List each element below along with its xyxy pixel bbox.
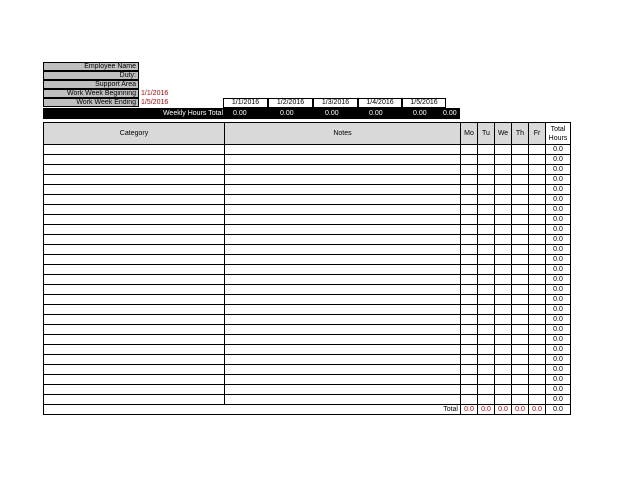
tu-cell[interactable] [478,255,495,265]
row-total-cell: 0.0 [546,385,571,395]
notes-cell[interactable] [225,345,461,355]
row-total-cell: 0.0 [546,285,571,295]
we-cell[interactable] [495,295,512,305]
fr-cell[interactable] [529,265,546,275]
fr-cell[interactable] [529,375,546,385]
th-cell[interactable] [512,265,529,275]
row-total-cell: 0.0 [546,215,571,225]
th-cell[interactable] [512,185,529,195]
mo-cell[interactable] [461,275,478,285]
th-cell[interactable] [512,275,529,285]
total-th: 0.0 [512,405,529,415]
we-cell[interactable] [495,365,512,375]
support-area-label: Support Area [43,80,139,89]
week-beginning-value[interactable]: 1/1/2016 [141,90,169,97]
week-ending-value[interactable]: 1/5/2016 [141,99,169,106]
row-total-cell: 0.0 [546,235,571,245]
total-we: 0.0 [495,405,512,415]
th-cell[interactable] [512,305,529,315]
total-hours-header-line2: Hours [548,134,568,142]
fr-cell[interactable] [529,395,546,405]
fr-cell[interactable] [529,285,546,295]
category-column-header: Category [44,123,225,145]
category-cell[interactable] [44,245,225,255]
fr-cell[interactable] [529,305,546,315]
week-beginning-label: Work Week Beginning [43,89,139,98]
fr-cell[interactable] [529,335,546,345]
notes-cell[interactable] [225,385,461,395]
tu-cell[interactable] [478,195,495,205]
th-cell[interactable] [512,205,529,215]
table-row [44,395,571,405]
table-row [44,355,571,365]
category-cell[interactable] [44,395,225,405]
mo-cell[interactable] [461,235,478,245]
table-row [44,205,571,215]
category-cell[interactable] [44,285,225,295]
row-total-cell: 0.0 [546,145,571,155]
fr-cell[interactable] [529,295,546,305]
table-row [44,215,571,225]
tu-cell[interactable] [478,235,495,245]
table-row [44,265,571,275]
row-total-cell: 0.0 [546,325,571,335]
tu-cell[interactable] [478,365,495,375]
notes-cell[interactable] [225,235,461,245]
we-cell[interactable] [495,165,512,175]
th-cell[interactable] [512,235,529,245]
fr-cell[interactable] [529,245,546,255]
notes-cell[interactable] [225,215,461,225]
we-cell[interactable] [495,225,512,235]
category-cell[interactable] [44,235,225,245]
table-row [44,365,571,375]
fr-cell[interactable] [529,325,546,335]
weekly-hours-total: 0.00 [443,110,457,117]
row-total-cell: 0.0 [546,175,571,185]
fr-cell[interactable] [529,195,546,205]
tu-cell[interactable] [478,285,495,295]
tu-cell[interactable] [478,215,495,225]
notes-cell[interactable] [225,165,461,175]
table-row [44,345,571,355]
we-cell[interactable] [495,145,512,155]
th-cell[interactable] [512,155,529,165]
we-cell[interactable] [495,155,512,165]
fr-cell[interactable] [529,165,546,175]
weekly-hours-day-5: 0.00 [413,110,427,117]
tu-cell[interactable] [478,275,495,285]
row-total-cell: 0.0 [546,365,571,375]
fr-cell[interactable] [529,225,546,235]
category-cell[interactable] [44,335,225,345]
table-row [44,155,571,165]
tu-cell[interactable] [478,295,495,305]
category-cell[interactable] [44,305,225,315]
fr-cell[interactable] [529,155,546,165]
total-mo: 0.0 [461,405,478,415]
category-cell[interactable] [44,255,225,265]
date-header-2: 1/2/2016 [268,98,313,108]
tu-cell[interactable] [478,355,495,365]
th-cell[interactable] [512,395,529,405]
mo-cell[interactable] [461,385,478,395]
th-cell[interactable] [512,165,529,175]
fr-cell[interactable] [529,235,546,245]
row-total-cell: 0.0 [546,375,571,385]
date-header-5: 1/5/2016 [402,98,446,108]
notes-cell[interactable] [225,265,461,275]
mo-cell[interactable] [461,205,478,215]
table-row [44,255,571,265]
mo-cell[interactable] [461,195,478,205]
category-cell[interactable] [44,375,225,385]
tu-cell[interactable] [478,145,495,155]
tu-cell[interactable] [478,185,495,195]
total-tu: 0.0 [478,405,495,415]
row-total-cell: 0.0 [546,265,571,275]
notes-cell[interactable] [225,245,461,255]
fr-cell[interactable] [529,345,546,355]
tu-cell[interactable] [478,325,495,335]
row-total-cell: 0.0 [546,295,571,305]
category-cell[interactable] [44,185,225,195]
weekly-hours-day-1: 0.00 [233,110,247,117]
mo-cell[interactable] [461,355,478,365]
weekly-hours-day-3: 0.00 [325,110,339,117]
row-total-cell: 0.0 [546,195,571,205]
th-cell[interactable] [512,295,529,305]
we-cell[interactable] [495,265,512,275]
tu-cell[interactable] [478,375,495,385]
notes-cell[interactable] [225,305,461,315]
tu-cell[interactable] [478,225,495,235]
row-total-cell: 0.0 [546,205,571,215]
notes-cell[interactable] [225,275,461,285]
th-cell[interactable] [512,255,529,265]
category-cell[interactable] [44,365,225,375]
th-cell[interactable] [512,285,529,295]
row-total-cell: 0.0 [546,315,571,325]
row-total-cell: 0.0 [546,155,571,165]
notes-cell[interactable] [225,375,461,385]
timesheet-table [43,122,571,415]
duty-label: Duty: [43,71,139,80]
table-row [44,385,571,395]
th-cell[interactable] [512,215,529,225]
table-row [44,245,571,255]
table-row [44,145,571,155]
category-cell[interactable] [44,355,225,365]
row-total-cell: 0.0 [546,275,571,285]
total-hours-column-header [546,123,571,145]
category-cell[interactable] [44,155,225,165]
category-cell[interactable] [44,275,225,285]
mo-cell[interactable] [461,315,478,325]
tu-cell[interactable] [478,315,495,325]
tu-cell[interactable] [478,385,495,395]
date-header-1: 1/1/2016 [223,98,268,108]
mo-cell[interactable] [461,245,478,255]
row-total-cell: 0.0 [546,165,571,175]
mo-cell[interactable] [461,265,478,275]
we-cell[interactable] [495,195,512,205]
we-cell[interactable] [495,315,512,325]
th-cell[interactable] [512,345,529,355]
we-cell[interactable] [495,385,512,395]
fr-cell[interactable] [529,385,546,395]
fr-cell[interactable] [529,145,546,155]
row-total-cell: 0.0 [546,255,571,265]
row-total-cell: 0.0 [546,245,571,255]
table-row [44,225,571,235]
notes-column-header: Notes [225,123,461,145]
weekly-hours-day-2: 0.00 [280,110,294,117]
th-cell[interactable] [512,145,529,155]
mo-cell[interactable] [461,185,478,195]
table-total-row [44,405,571,415]
category-cell[interactable] [44,315,225,325]
we-cell[interactable] [495,205,512,215]
notes-cell[interactable] [225,195,461,205]
mo-cell[interactable] [461,285,478,295]
mo-cell[interactable] [461,145,478,155]
mo-cell[interactable] [461,325,478,335]
notes-cell[interactable] [225,365,461,375]
table-row [44,275,571,285]
tu-cell[interactable] [478,155,495,165]
fr-cell[interactable] [529,275,546,285]
we-cell[interactable] [495,325,512,335]
notes-cell[interactable] [225,315,461,325]
mo-cell[interactable] [461,225,478,235]
th-cell[interactable] [512,365,529,375]
notes-cell[interactable] [225,325,461,335]
category-cell[interactable] [44,175,225,185]
notes-cell[interactable] [225,155,461,165]
we-cell[interactable] [495,345,512,355]
table-row [44,285,571,295]
th-cell[interactable] [512,355,529,365]
row-total-cell: 0.0 [546,225,571,235]
row-total-cell: 0.0 [546,355,571,365]
tu-cell[interactable] [478,245,495,255]
notes-cell[interactable] [225,295,461,305]
row-total-cell: 0.0 [546,345,571,355]
notes-cell[interactable] [225,175,461,185]
we-cell[interactable] [495,335,512,345]
th-cell[interactable] [512,385,529,395]
table-row [44,305,571,315]
mo-cell[interactable] [461,395,478,405]
table-row [44,165,571,175]
th-cell[interactable] [512,225,529,235]
mo-cell[interactable] [461,295,478,305]
fr-cell[interactable] [529,315,546,325]
tu-cell[interactable] [478,305,495,315]
table-row [44,315,571,325]
notes-cell[interactable] [225,355,461,365]
fr-cell[interactable] [529,355,546,365]
we-cell[interactable] [495,245,512,255]
th-cell[interactable] [512,325,529,335]
employee-name-label: Employee Name [43,62,139,71]
mo-cell[interactable] [461,345,478,355]
notes-cell[interactable] [225,185,461,195]
week-ending-label: Work Week Ending [43,98,139,107]
notes-cell[interactable] [225,205,461,215]
we-cell[interactable] [495,355,512,365]
fr-cell[interactable] [529,205,546,215]
total-row-label: Total [44,405,461,415]
th-cell[interactable] [512,175,529,185]
date-header-4: 1/4/2016 [358,98,402,108]
mo-cell[interactable] [461,165,478,175]
category-cell[interactable] [44,325,225,335]
fr-cell[interactable] [529,365,546,375]
tu-cell[interactable] [478,395,495,405]
row-total-cell: 0.0 [546,305,571,315]
category-cell[interactable] [44,295,225,305]
tu-cell[interactable] [478,205,495,215]
row-total-cell: 0.0 [546,395,571,405]
mo-cell[interactable] [461,255,478,265]
tu-cell[interactable] [478,345,495,355]
fr-cell[interactable] [529,255,546,265]
weekly-hours-label: Weekly Hours Total [162,110,223,117]
we-cell[interactable] [495,285,512,295]
tu-cell[interactable] [478,165,495,175]
table-row [44,195,571,205]
mo-cell[interactable] [461,175,478,185]
fr-cell[interactable] [529,185,546,195]
th-cell[interactable] [512,315,529,325]
table-row [44,235,571,245]
th-cell[interactable] [512,335,529,345]
row-total-cell: 0.0 [546,335,571,345]
monday-column-header: Mo [461,123,478,145]
tu-cell[interactable] [478,175,495,185]
thursday-column-header: Th [512,123,529,145]
friday-column-header: Fr [529,123,546,145]
th-cell[interactable] [512,375,529,385]
notes-cell[interactable] [225,225,461,235]
table-row [44,375,571,385]
total-hours-header-line1: Total [550,125,566,133]
th-cell[interactable] [512,245,529,255]
we-cell[interactable] [495,255,512,265]
table-row [44,325,571,335]
table-row [44,185,571,195]
notes-cell[interactable] [225,395,461,405]
mo-cell[interactable] [461,365,478,375]
we-cell[interactable] [495,305,512,315]
notes-cell[interactable] [225,335,461,345]
category-cell[interactable] [44,145,225,155]
notes-cell[interactable] [225,145,461,155]
row-total-cell: 0.0 [546,185,571,195]
grand-total: 0.0 [546,405,571,415]
date-header-3: 1/3/2016 [313,98,358,108]
category-cell[interactable] [44,165,225,175]
tu-cell[interactable] [478,335,495,345]
we-cell[interactable] [495,185,512,195]
mo-cell[interactable] [461,375,478,385]
we-cell[interactable] [495,175,512,185]
category-cell[interactable] [44,225,225,235]
tu-cell[interactable] [478,265,495,275]
mo-cell[interactable] [461,335,478,345]
category-cell[interactable] [44,215,225,225]
notes-cell[interactable] [225,255,461,265]
table-row [44,175,571,185]
we-cell[interactable] [495,215,512,225]
category-cell[interactable] [44,345,225,355]
fr-cell[interactable] [529,175,546,185]
category-cell[interactable] [44,195,225,205]
category-cell[interactable] [44,205,225,215]
weekly-hours-bar [43,108,460,119]
we-cell[interactable] [495,235,512,245]
total-fr: 0.0 [529,405,546,415]
we-cell[interactable] [495,375,512,385]
wednesday-column-header: We [495,123,512,145]
we-cell[interactable] [495,395,512,405]
table-row [44,295,571,305]
category-cell[interactable] [44,385,225,395]
mo-cell[interactable] [461,305,478,315]
notes-cell[interactable] [225,285,461,295]
mo-cell[interactable] [461,215,478,225]
table-header-row [44,123,571,145]
weekly-hours-day-4: 0.00 [369,110,383,117]
fr-cell[interactable] [529,215,546,225]
we-cell[interactable] [495,275,512,285]
mo-cell[interactable] [461,155,478,165]
table-row [44,335,571,345]
th-cell[interactable] [512,195,529,205]
category-cell[interactable] [44,265,225,275]
tuesday-column-header: Tu [478,123,495,145]
